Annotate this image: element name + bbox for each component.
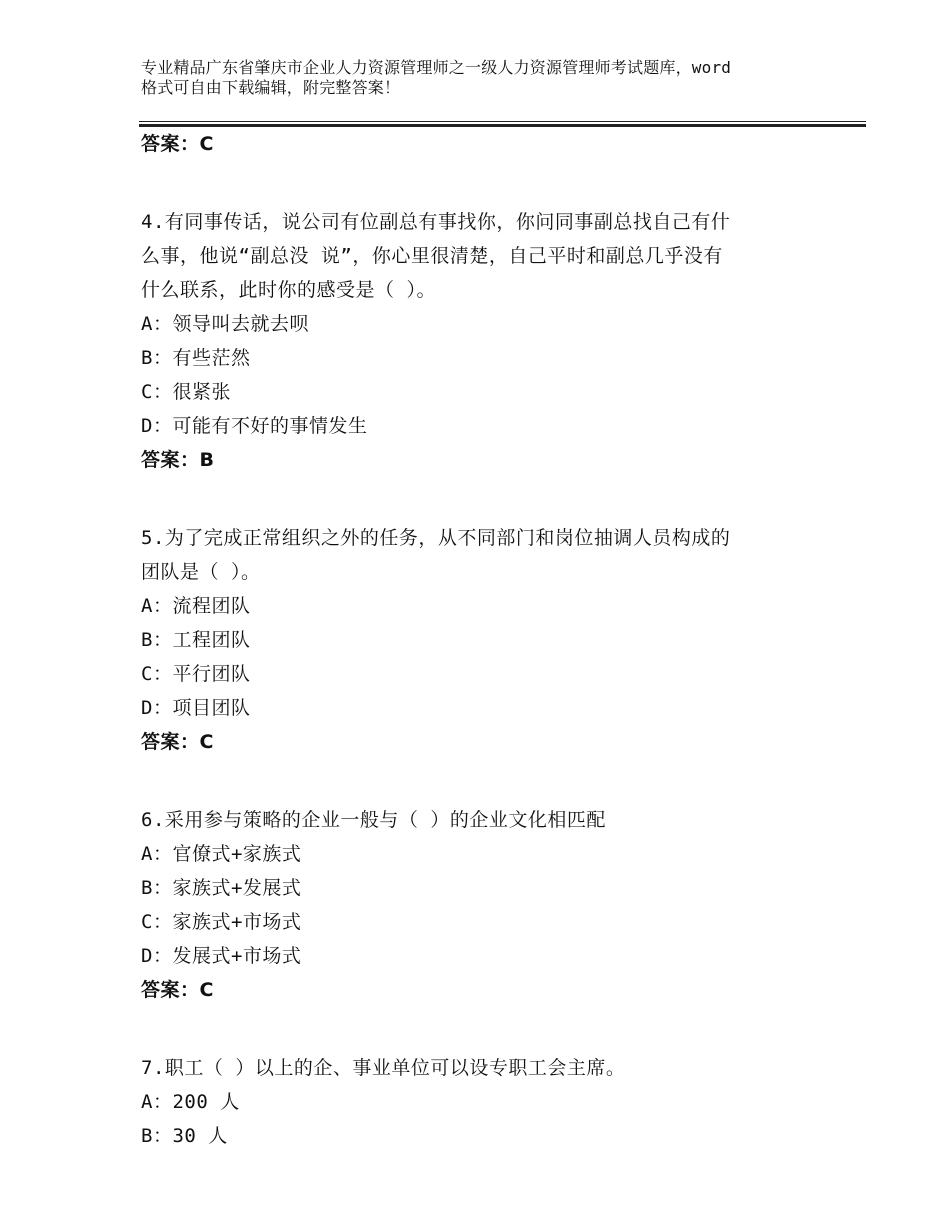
option-a: A：领导叫去就去呗 bbox=[141, 313, 309, 335]
answer-line: 答案：C bbox=[141, 133, 214, 155]
question-text: 4.有同事传话，说公司有位副总有事找你，你问同事副总找自己有什 bbox=[141, 211, 731, 233]
question-block bbox=[141, 521, 831, 759]
document-header bbox=[141, 58, 831, 98]
answer-line: 答案：C bbox=[141, 979, 214, 1001]
option-b: B：工程团队 bbox=[141, 629, 251, 651]
header-line-2: 格式可自由下载编辑，附完整答案！ bbox=[141, 78, 401, 97]
answer-line: 答案：B bbox=[141, 449, 215, 471]
question-text: 5.为了完成正常组织之外的任务，从不同部门和岗位抽调人员构成的 bbox=[141, 527, 731, 549]
question-block bbox=[141, 1051, 831, 1153]
option-b: B：30 人 bbox=[141, 1125, 228, 1147]
option-d: D：可能有不好的事情发生 bbox=[141, 415, 368, 437]
option-c: C：平行团队 bbox=[141, 663, 251, 685]
spacer bbox=[141, 161, 831, 205]
option-b: B：有些茫然 bbox=[141, 347, 251, 369]
question-block bbox=[141, 803, 831, 1007]
option-a: A：流程团队 bbox=[141, 595, 251, 617]
question-text: 什么联系，此时你的感受是（ ）。 bbox=[141, 279, 436, 301]
question-text: 么事，他说“副总没 说”，你心里很清楚，自己平时和副总几乎没有 bbox=[141, 245, 723, 267]
question-text: 6.采用参与策略的企业一般与（ ）的企业文化相匹配 bbox=[141, 809, 606, 831]
answer-line: 答案：C bbox=[141, 731, 214, 753]
option-a: A：200 人 bbox=[141, 1091, 240, 1113]
option-c: C：很紧张 bbox=[141, 381, 231, 403]
spacer bbox=[141, 477, 831, 521]
document-content bbox=[141, 127, 831, 1153]
question-text: 7.职工（ ）以上的企、事业单位可以设专职工会主席。 bbox=[141, 1057, 626, 1079]
spacer bbox=[141, 759, 831, 803]
spacer bbox=[141, 1007, 831, 1051]
option-b: B：家族式+发展式 bbox=[141, 877, 302, 899]
option-d: D：发展式+市场式 bbox=[141, 945, 302, 967]
question-text: 团队是（ ）。 bbox=[141, 561, 261, 583]
option-c: C：家族式+市场式 bbox=[141, 911, 302, 933]
question-block bbox=[141, 205, 831, 477]
header-line-1: 专业精品广东省肇庆市企业人力资源管理师之一级人力资源管理师考试题库，word bbox=[141, 58, 732, 77]
option-a: A：官僚式+家族式 bbox=[141, 843, 302, 865]
option-d: D：项目团队 bbox=[141, 697, 251, 719]
header-rule-thin bbox=[139, 121, 866, 122]
